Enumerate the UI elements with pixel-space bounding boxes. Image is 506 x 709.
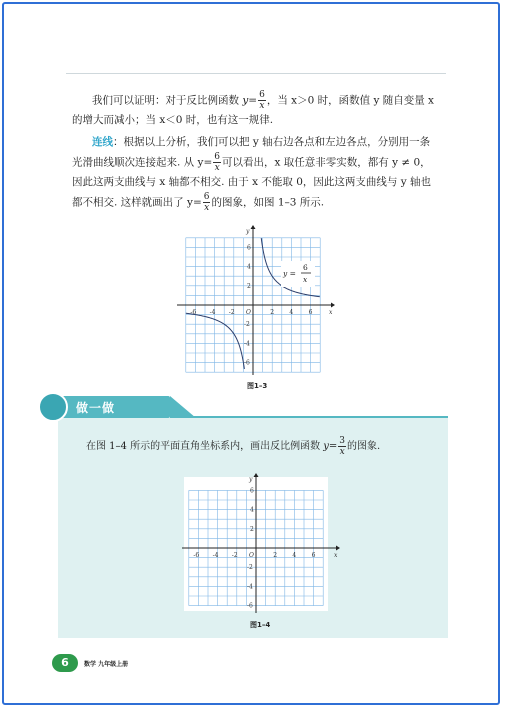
y-tick-label: -6 — [244, 359, 250, 367]
x-tick-label: -6 — [193, 552, 200, 559]
paragraph-connect-line2 — [72, 152, 452, 173]
y-tick-label: -2 — [244, 321, 250, 329]
y-tick-label: 2 — [247, 282, 251, 290]
y-tick-label: 6 — [250, 487, 254, 495]
activity-title-line — [170, 416, 448, 418]
x-tick-label: 2 — [273, 552, 278, 559]
activity-title-tab — [40, 396, 170, 418]
figure-1-3-graph — [175, 225, 335, 377]
x-tick-label: 6 — [308, 309, 313, 316]
text: 的图象. — [347, 441, 381, 452]
paragraph-proof-line2: 的增大而减小；当 x＜0 时，也有这一规律. — [72, 114, 274, 126]
footer-book-title: 数学 九年级上册 — [84, 661, 129, 668]
curve-label-den: x — [303, 275, 308, 284]
fraction-num: 3 — [339, 436, 346, 446]
x-axis-arrow — [331, 303, 335, 308]
x-tick-label: -2 — [231, 552, 238, 559]
fraction — [258, 90, 266, 111]
origin-label: O — [249, 552, 254, 559]
fraction — [338, 436, 346, 457]
y-tick-label: -6 — [247, 602, 253, 610]
math-eq: = — [248, 94, 258, 107]
fraction-den: x — [339, 447, 345, 457]
figure-1-3-caption: 图1–3 — [247, 382, 268, 390]
fraction-num: 6 — [203, 192, 210, 202]
x-tick-label: 2 — [270, 309, 275, 316]
fraction-num: 6 — [214, 152, 220, 162]
math-y: y= — [323, 441, 338, 452]
text: 光滑曲线顺次连接起来. 从 y= — [72, 156, 213, 169]
y-tick-label: -4 — [244, 340, 250, 348]
x-tick-label: -2 — [228, 309, 235, 316]
text: 都不相交. 这样就画出了 y= — [72, 196, 202, 209]
x-tick-label: -6 — [190, 309, 197, 316]
activity-title: 做一做 — [76, 401, 116, 415]
origin-label: O — [246, 309, 251, 316]
y-axis-arrow — [254, 473, 259, 477]
hands-icon — [38, 392, 68, 422]
fraction-num: 6 — [259, 90, 265, 100]
paragraph-connect-line1 — [72, 133, 452, 152]
x-tick-label: 6 — [311, 552, 316, 559]
fraction — [203, 192, 211, 213]
text: 的图象，如图 1–3 所示. — [211, 196, 325, 209]
y-axis-label: y — [249, 476, 253, 483]
text: 我们可以证明：对于反比例函数 — [92, 94, 243, 107]
y-tick-label: 4 — [247, 263, 251, 271]
y-axis-arrow — [251, 225, 256, 229]
paragraph-proof-line1 — [72, 90, 452, 111]
fraction — [213, 152, 221, 173]
curve-label-y: y = — [283, 269, 296, 278]
y-axis-label: y — [246, 228, 250, 235]
y-tick-label: -4 — [247, 583, 253, 591]
y-tick-label: 4 — [250, 506, 254, 514]
curve-label-num: 6 — [303, 263, 308, 272]
figure-1-4-graph — [180, 473, 340, 615]
paragraph-connect-line4 — [72, 192, 452, 213]
activity-task — [86, 436, 380, 457]
curve-branch-left — [186, 313, 245, 369]
paragraph-proof — [72, 90, 452, 130]
fraction-den: x — [259, 101, 265, 111]
fraction-den: x — [204, 203, 210, 213]
x-axis-label: x — [329, 309, 333, 316]
x-axis-arrow — [336, 546, 340, 551]
keyword-connect: 连线 — [92, 136, 113, 148]
x-tick-label: -4 — [209, 309, 216, 316]
x-tick-label: -4 — [212, 552, 219, 559]
text: 在图 1–4 所示的平面直角坐标系内，画出反比例函数 — [86, 441, 324, 452]
text: ，当 x＞0 时，函数值 y 随自变量 x — [266, 94, 434, 107]
y-tick-label: -2 — [247, 564, 253, 572]
paragraph-connect-line3: 因此这两支曲线与 x 轴都不相交. 由于 x 不能取 0，因此这两支曲线与 y 轴也 — [72, 176, 431, 188]
y-tick-label: 2 — [250, 525, 254, 533]
text: 可以看出，x 取任意非零实数，都有 y ≠ 0， — [221, 156, 431, 169]
page-number: 6 — [52, 654, 78, 672]
header-rule — [66, 73, 446, 74]
paragraph-connect — [72, 133, 452, 213]
text: ：根据以上分析，我们可以把 y 轴右边各点和左边各点，分别用一条 — [113, 136, 431, 148]
x-tick-label: 4 — [289, 309, 294, 316]
figure-1-4-caption: 图1–4 — [250, 621, 271, 629]
math-y: y — [242, 94, 249, 107]
x-axis-label: x — [334, 552, 338, 559]
fraction-den: x — [214, 163, 220, 173]
x-tick-label: 4 — [292, 552, 297, 559]
y-tick-label: 6 — [247, 244, 251, 252]
